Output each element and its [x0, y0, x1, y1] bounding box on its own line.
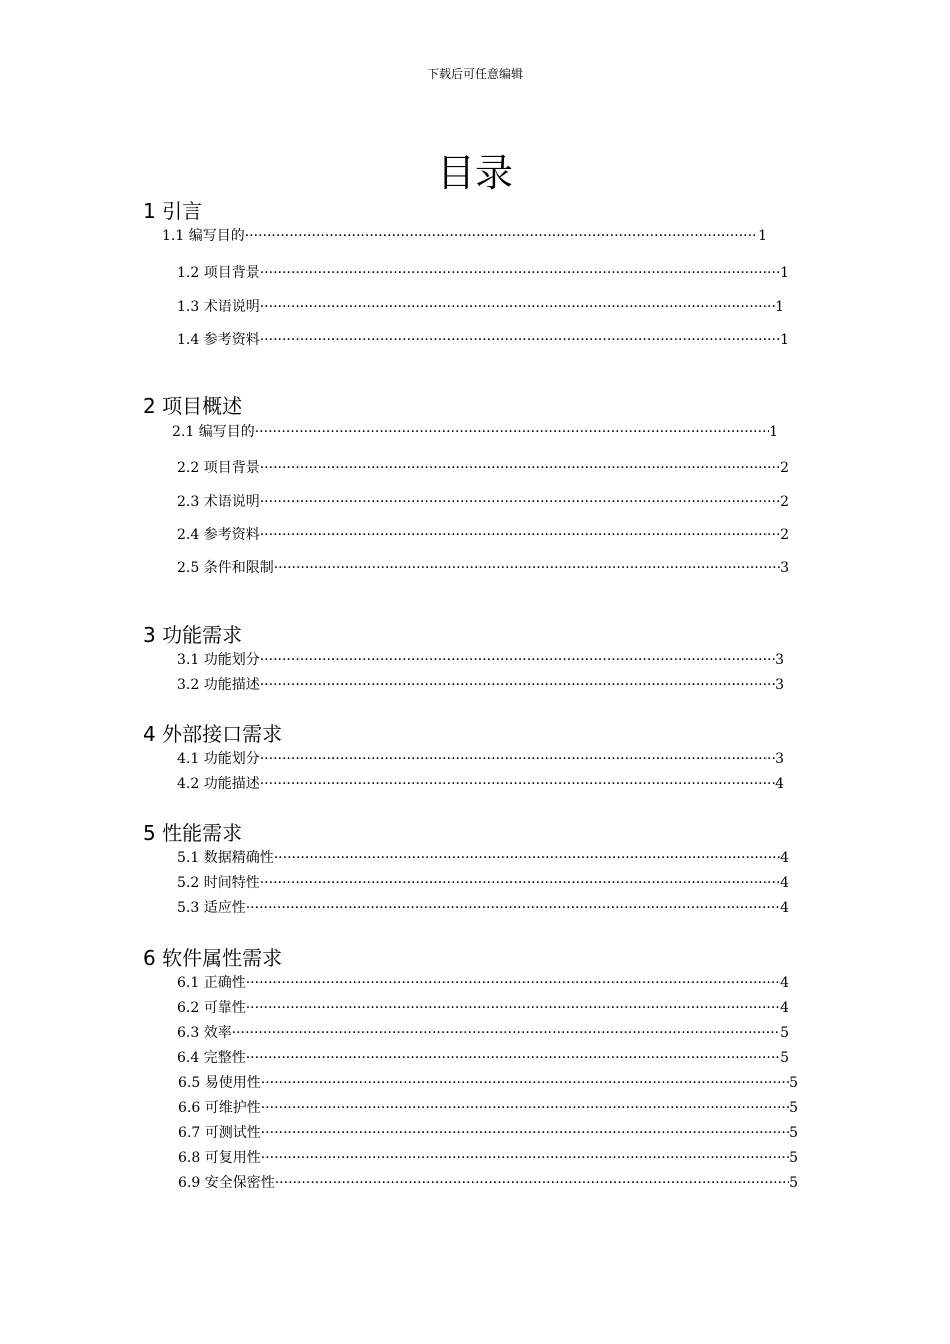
- toc-entry-2-4[interactable]: [177, 525, 789, 545]
- toc-entry-page: 5: [780, 1025, 789, 1041]
- toc-entry-page: 4: [780, 850, 789, 866]
- toc-entry-2-2[interactable]: [177, 458, 789, 478]
- toc-entry-label: 6.7 可测试性: [178, 1125, 261, 1141]
- toc-entry-page: 1: [769, 424, 778, 440]
- dot-leader: [261, 1123, 789, 1143]
- toc-entry-6-5[interactable]: [178, 1073, 798, 1093]
- toc-entry-page: 5: [789, 1075, 798, 1091]
- toc-entry-label: 6.6 可维护性: [178, 1100, 261, 1116]
- toc-entry-label: 5.2 时间特性: [177, 875, 260, 891]
- toc-entry-page: 1: [780, 265, 789, 281]
- page-header: 下载后可任意编辑: [426, 67, 523, 81]
- toc-entry-label: 5.3 适应性: [177, 900, 246, 916]
- toc-entry-page: 4: [775, 776, 784, 792]
- dot-leader: [246, 998, 780, 1018]
- section-heading-6: 6 软件属性需求: [143, 946, 283, 970]
- dot-leader: [260, 330, 780, 350]
- toc-entry-label: 1.4 参考资料: [177, 332, 260, 348]
- toc-entry-page: 5: [789, 1100, 798, 1116]
- toc-entry-label: 2.1 编写目的: [172, 424, 255, 440]
- toc-entry-label: 6.9 安全保密性: [178, 1175, 275, 1191]
- dot-leader: [260, 525, 780, 545]
- toc-entry-page: 2: [780, 527, 789, 543]
- section-heading-2: 2 项目概述: [143, 394, 243, 418]
- toc-entry-page: 1: [758, 228, 767, 244]
- page-title: 目录: [436, 151, 513, 195]
- toc-entry-page: 4: [780, 900, 789, 916]
- toc-entry-5-3[interactable]: [177, 898, 789, 918]
- dot-leader: [246, 973, 780, 993]
- toc-entry-page: 5: [789, 1175, 798, 1191]
- toc-entry-3-1[interactable]: [177, 650, 784, 670]
- toc-entry-1-4[interactable]: [177, 330, 789, 350]
- toc-entry-6-4[interactable]: [177, 1048, 789, 1068]
- dot-leader: [261, 1073, 789, 1093]
- toc-entry-2-1[interactable]: [172, 422, 778, 442]
- toc-entry-page: 3: [775, 677, 784, 693]
- dot-leader: [274, 558, 780, 578]
- toc-entry-label: 6.2 可靠性: [177, 1000, 246, 1016]
- toc-entry-label: 6.4 完整性: [177, 1050, 246, 1066]
- toc-entry-page: 1: [780, 332, 789, 348]
- dot-leader: [260, 263, 780, 283]
- toc-entry-label: 4.1 功能划分: [177, 751, 260, 767]
- section-heading-3: 3 功能需求: [143, 623, 243, 647]
- toc-entry-5-1[interactable]: [177, 848, 789, 868]
- toc-entry-6-9[interactable]: [178, 1173, 798, 1193]
- toc-entry-label: 2.2 项目背景: [177, 460, 260, 476]
- toc-entry-label: 6.8 可复用性: [178, 1150, 261, 1166]
- dot-leader: [232, 1023, 780, 1043]
- dot-leader: [260, 458, 780, 478]
- dot-leader: [260, 675, 775, 695]
- toc-entry-2-5[interactable]: [177, 558, 789, 578]
- toc-entry-6-3[interactable]: [177, 1023, 789, 1043]
- toc-entry-label: 1.2 项目背景: [177, 265, 260, 281]
- toc-entry-page: 3: [775, 652, 784, 668]
- toc-entry-label: 5.1 数据精确性: [177, 850, 274, 866]
- toc-entry-page: 5: [780, 1050, 789, 1066]
- toc-entry-4-2[interactable]: [177, 774, 784, 794]
- toc-entry-page: 4: [780, 975, 789, 991]
- toc-entry-6-1[interactable]: [177, 973, 789, 993]
- toc-entry-label: 6.5 易使用性: [178, 1075, 261, 1091]
- toc-entry-6-8[interactable]: [178, 1148, 798, 1168]
- toc-entry-label: 2.5 条件和限制: [177, 560, 274, 576]
- toc-entry-label: 1.1 编写目的: [162, 228, 245, 244]
- toc-entry-6-2[interactable]: [177, 998, 789, 1018]
- dot-leader: [246, 898, 780, 918]
- toc-entry-1-1[interactable]: [162, 226, 767, 246]
- toc-entry-page: 3: [775, 751, 784, 767]
- toc-entry-6-6[interactable]: [178, 1098, 798, 1118]
- dot-leader: [275, 1173, 789, 1193]
- toc-entry-label: 4.2 功能描述: [177, 776, 260, 792]
- dot-leader: [245, 226, 758, 246]
- dot-leader: [274, 848, 780, 868]
- toc-entry-page: 4: [780, 875, 789, 891]
- toc-entry-6-7[interactable]: [178, 1123, 798, 1143]
- dot-leader: [260, 492, 780, 512]
- dot-leader: [261, 1098, 789, 1118]
- toc-entry-1-3[interactable]: [177, 297, 784, 317]
- toc-entry-label: 3.2 功能描述: [177, 677, 260, 693]
- dot-leader: [260, 297, 775, 317]
- toc-entry-4-1[interactable]: [177, 749, 784, 769]
- toc-entry-2-3[interactable]: [177, 492, 789, 512]
- dot-leader: [246, 1048, 780, 1068]
- dot-leader: [260, 749, 775, 769]
- dot-leader: [255, 422, 769, 442]
- toc-entry-page: 2: [780, 494, 789, 510]
- dot-leader: [260, 774, 775, 794]
- section-heading-5: 5 性能需求: [143, 821, 243, 845]
- section-heading-1: 1 引言: [143, 199, 203, 223]
- section-heading-4: 4 外部接口需求: [143, 722, 283, 746]
- toc-entry-label: 2.3 术语说明: [177, 494, 260, 510]
- toc-entry-label: 6.3 效率: [177, 1025, 232, 1041]
- toc-entry-page: 3: [780, 560, 789, 576]
- dot-leader: [260, 650, 775, 670]
- dot-leader: [261, 1148, 789, 1168]
- toc-entry-label: 2.4 参考资料: [177, 527, 260, 543]
- toc-entry-page: 2: [780, 460, 789, 476]
- toc-entry-page: 5: [789, 1150, 798, 1166]
- toc-entry-3-2[interactable]: [177, 675, 784, 695]
- toc-entry-1-2[interactable]: [177, 263, 789, 283]
- toc-entry-label: 1.3 术语说明: [177, 299, 260, 315]
- toc-entry-label: 6.1 正确性: [177, 975, 246, 991]
- toc-entry-5-2[interactable]: [177, 873, 789, 893]
- toc-entry-page: 1: [775, 299, 784, 315]
- dot-leader: [260, 873, 780, 893]
- toc-entry-page: 4: [780, 1000, 789, 1016]
- toc-entry-label: 3.1 功能划分: [177, 652, 260, 668]
- toc-entry-page: 5: [789, 1125, 798, 1141]
